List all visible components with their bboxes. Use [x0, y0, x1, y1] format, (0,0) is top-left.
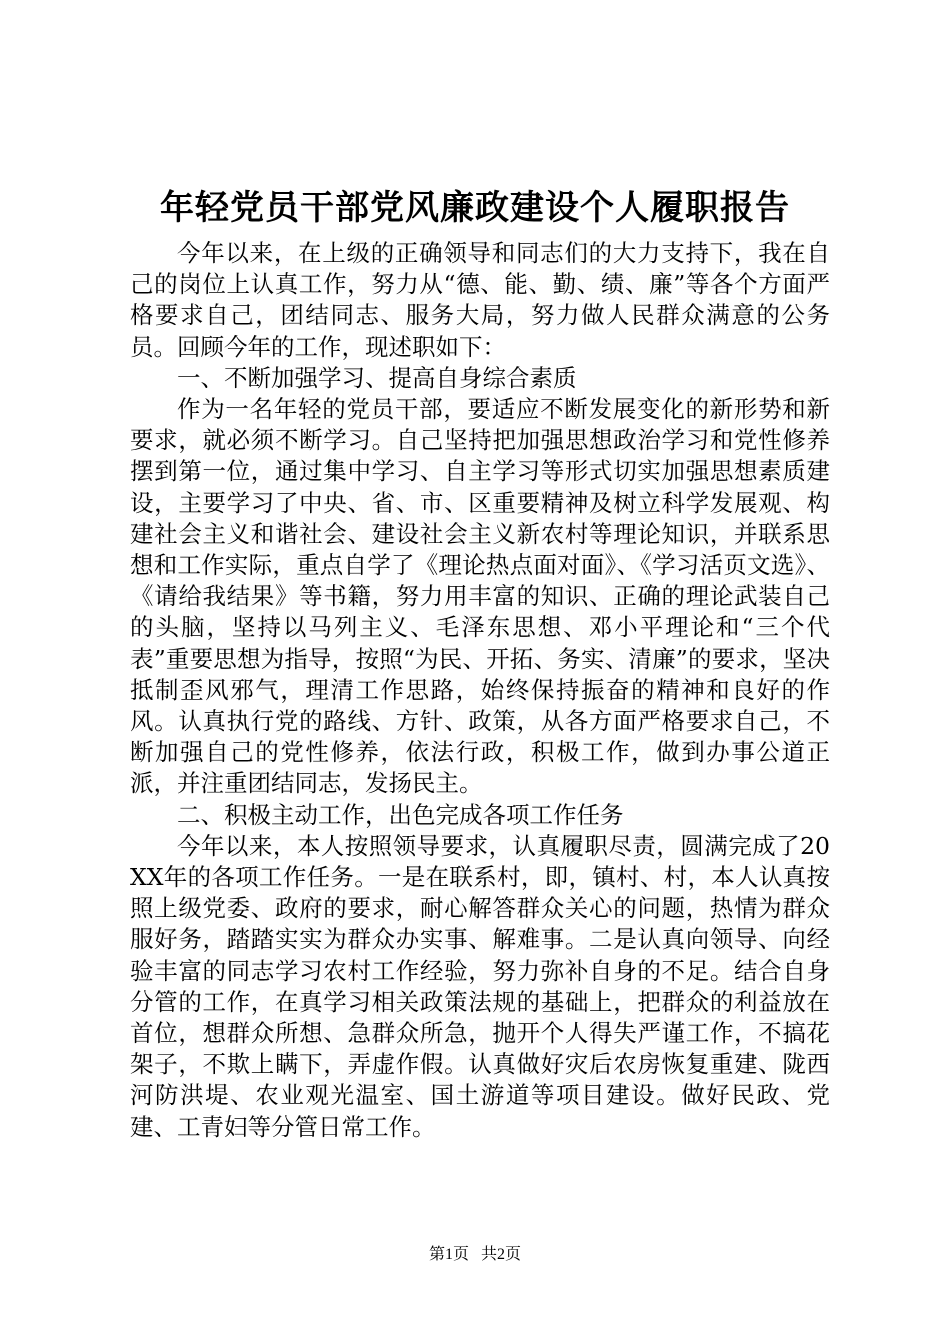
- paragraph-intro: 今年以来，在上级的正确领导和同志们的大力支持下，我在自己的岗位上认真工作，努力从“德、能、勤、绩、廉”等各个方面严格要求自己，团结同志、服务大局，努力做人民群众满意的公务员。回顾今年的工作，现述职如下：: [130, 239, 830, 361]
- page-number: 第1页: [428, 1246, 469, 1263]
- section-heading-1: 一、不断加强学习、提高自身综合素质: [177, 363, 577, 392]
- paragraph-study: 作为一名年轻的党员干部，要适应不断发展变化的新形势和新要求，就必须不断学习。自己坚持把加强思想政治学习和党性修养摆到第一位，通过集中学习、自主学习等形式切实加强思想素质建设，主要学习了中央、省、市、区重要精神及树立科学发展观、构建社会主义和谐社会、建设社会主义新农村等理论知识，并联系思想和工作实际，重点自学了《理论热点面对面》、《学习活页文选》、《请给我结果》等书籍，努力用丰富的知识、正确的理论武装自己的头脑，坚持以马列主义、毛泽东思想、邓小平理论和“三个代表”重要思想为指导，按照“为民、开拓、务实、清廉”的要求，坚决抵制歪风邪气，理清工作思路，始终保持振奋的精神和良好的作风。认真执行党的路线、方针、政策，从各方面严格要求自己，不断加强自己的党性修养，依法行政，积极工作，做到办事公道正派，并注重团结同志，发扬民主。: [130, 395, 830, 798]
- section-heading-2: 二、积极主动工作，出色完成各项工作任务: [177, 800, 624, 829]
- paragraph-work: 今年以来，本人按照领导要求，认真履职尽责，圆满完成了20XX年的各项工作任务。一是在联系村，即，镇村、村，本人认真按照上级党委、政府的要求，耐心解答群众关心的问题，热情为群众服好务，踏踏实实为群众办实事、解难事。二是认真向领导、向经验丰富的同志学习农村工作经验，努力弥补自身的不足。结合自身分管的工作，在真学习相关政策法规的基础上，把群众的利益放在首位，想群众所想、急群众所急，抛开个人得失严谨工作，不搞花架子，不欺上瞒下，弄虚作假。认真做好灾后农房恢复重建、陇西河防洪堤、农业观光温室、国土游道等项目建设。做好民政、党建、工青妇等分管日常工作。: [130, 831, 830, 1141]
- document-body: [130, 238, 830, 1143]
- page-footer: [0, 1244, 950, 1266]
- page-total: 共2页: [481, 1246, 522, 1263]
- document-title: 年轻党员干部党风廉政建设个人履职报告: [160, 188, 790, 228]
